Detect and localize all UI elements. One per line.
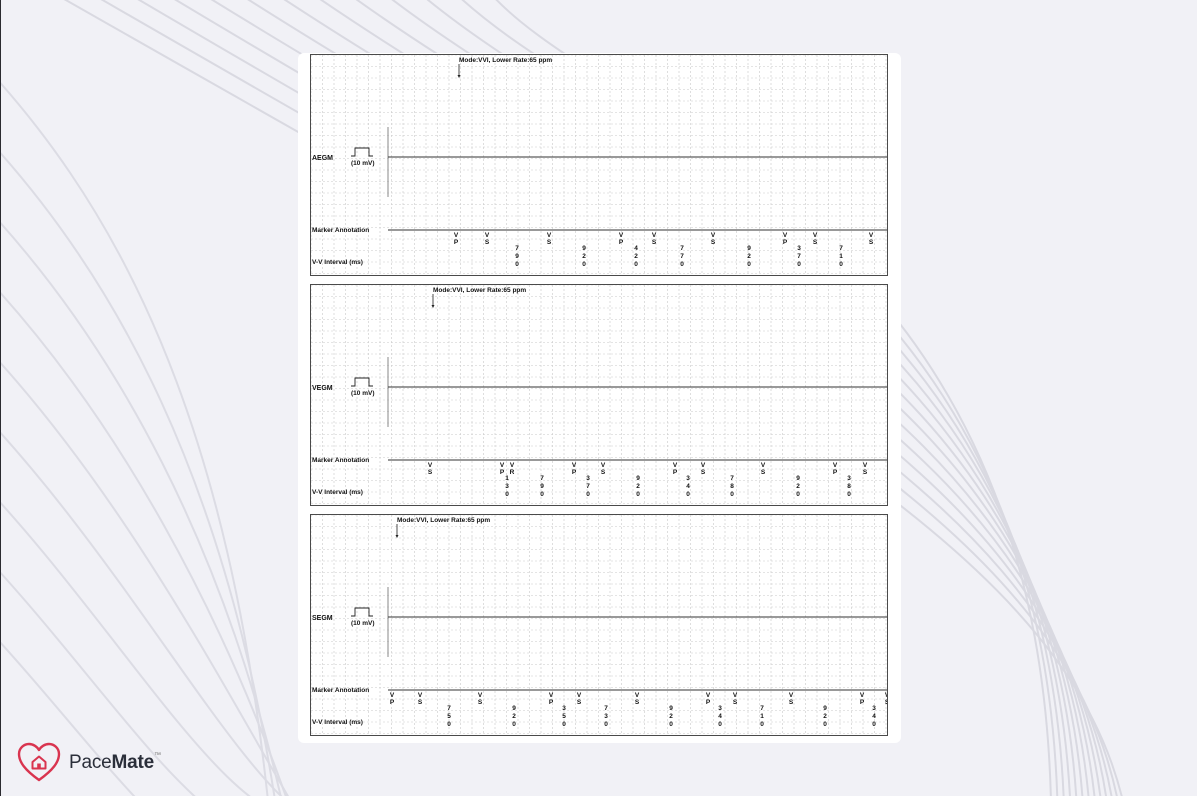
interval-digit: 4 [686,483,690,490]
marker-char: S [812,239,818,246]
interval-digit: 0 [540,491,544,498]
vv-interval-value [730,475,734,498]
marker-char: S [417,699,423,706]
marker-char: S [710,239,716,246]
marker-annotation [706,692,711,706]
interval-digit: 0 [760,721,764,728]
contour-line [0,40,270,796]
marker-annotation [652,232,657,246]
interval-digit: 8 [847,483,851,490]
marker-char: S [868,239,874,246]
marker-title: Marker Annotation [312,227,370,234]
interval-digit: 9 [823,705,827,712]
interval-digit: 2 [582,253,586,260]
interval-title: V-V Interval (ms) [312,489,363,496]
vv-interval-value [747,245,751,268]
strip-svg [311,285,888,506]
vv-interval-value [586,475,590,498]
interval-digit: 0 [686,491,690,498]
ecg-grid [311,55,888,276]
interval-digit: 0 [669,721,673,728]
interval-digit: 7 [515,245,519,252]
marker-char: V [509,462,515,469]
interval-digit: 0 [604,721,608,728]
scale-label: (10 mV) [351,390,375,397]
interval-digit: 0 [823,721,827,728]
marker-char: V [499,462,505,469]
interval-digit: 3 [872,705,876,712]
marker-annotation [711,232,716,246]
pacemate-logo [16,741,161,785]
interval-digit: 0 [515,261,519,268]
marker-annotation [500,462,505,476]
marker-annotation [869,232,874,246]
marker-char: V [576,692,582,699]
marker-char: V [618,232,624,239]
marker-char: R [509,469,515,476]
marker-char: V [884,692,889,699]
marker-char: S [700,469,706,476]
window-edge [0,0,1,796]
vv-interval-value [512,705,516,728]
interval-digit: 0 [636,491,640,498]
interval-digit: 0 [680,261,684,268]
interval-digit: 9 [512,705,516,712]
mode-label: Mode:VVI, Lower Rate:65 ppm [397,517,491,524]
interval-digit: 9 [747,245,751,252]
marker-char: S [546,239,552,246]
marker-char: P [499,469,505,476]
interval-digit: 2 [634,253,638,260]
egm-strip-aegm [310,54,888,276]
marker-char: S [760,469,766,476]
marker-char: P [389,699,395,706]
egm-strip-segm [310,514,888,736]
interval-digit: 1 [839,253,843,260]
interval-digit: 0 [586,491,590,498]
marker-char: V [782,232,788,239]
marker-annotation [860,692,865,706]
interval-digit: 0 [582,261,586,268]
marker-char: V [832,462,838,469]
mode-label: Mode:VVI, Lower Rate:65 ppm [459,57,553,64]
interval-title: V-V Interval (ms) [312,259,363,266]
vv-interval-value [515,245,519,268]
marker-char: V [389,692,395,699]
contour-line [0,250,294,796]
marker-char: V [700,462,706,469]
interval-digit: 3 [718,705,722,712]
calibration-pulse [351,378,373,386]
marker-char: V [710,232,716,239]
interval-digit: 2 [747,253,751,260]
marker-annotation [549,692,554,706]
vv-interval-value [582,245,586,268]
marker-char: V [859,692,865,699]
interval-digit: 0 [505,491,509,498]
brand-name: PaceMate™ [69,752,161,773]
interval-title: V-V Interval (ms) [312,719,363,726]
interval-digit: 1 [505,475,509,482]
interval-digit: 0 [718,721,722,728]
interval-digit: 0 [634,261,638,268]
marker-char: V [651,232,657,239]
interval-digit: 7 [680,245,684,252]
contour-line [0,320,302,796]
ecg-grid [311,515,888,736]
interval-digit: 0 [872,721,876,728]
marker-char: V [732,692,738,699]
marker-char: V [600,462,606,469]
interval-digit: 0 [796,491,800,498]
marker-title: Marker Annotation [312,457,370,464]
vv-interval-value [669,705,673,728]
vv-interval-value [680,245,684,268]
vv-interval-value [718,705,722,728]
vv-interval-value [847,475,851,498]
contour-line [0,110,278,796]
marker-annotation [428,462,433,476]
vv-interval-value [562,705,566,728]
marker-char: V [672,462,678,469]
marker-char: S [484,239,490,246]
vv-interval-value [634,245,638,268]
marker-char: V [788,692,794,699]
marker-char: S [884,699,889,706]
marker-char: P [453,239,459,246]
marker-char: V [548,692,554,699]
marker-char: V [862,462,868,469]
marker-char: V [427,462,433,469]
interval-digit: 0 [447,721,451,728]
interval-digit: 0 [839,261,843,268]
calibration-pulse [351,608,373,616]
marker-annotation [390,692,395,706]
interval-digit: 7 [447,705,451,712]
marker-char: V [417,692,423,699]
interval-digit: 9 [669,705,673,712]
interval-digit: 1 [760,713,764,720]
interval-digit: 7 [540,475,544,482]
marker-annotation [733,692,738,706]
vv-interval-value [540,475,544,498]
interval-digit: 9 [515,253,519,260]
marker-annotation [885,692,888,706]
marker-char: S [732,699,738,706]
interval-digit: 3 [797,245,801,252]
interval-digit: 3 [686,475,690,482]
marker-char: P [832,469,838,476]
marker-char: S [477,699,483,706]
marker-char: V [571,462,577,469]
mode-arrow-head [396,535,399,538]
interval-digit: 2 [636,483,640,490]
marker-annotation [761,462,766,476]
interval-digit: 5 [562,713,566,720]
heart-home-icon [16,741,62,785]
marker-annotation [601,462,606,476]
marker-char: S [576,699,582,706]
vv-interval-value [823,705,827,728]
interval-digit: 2 [512,713,516,720]
marker-char: P [859,699,865,706]
scale-label: (10 mV) [351,160,375,167]
marker-annotation [454,232,459,246]
interval-digit: 7 [604,705,608,712]
channel-label: AEGM [312,155,333,162]
marker-char: P [571,469,577,476]
interval-digit: 2 [823,713,827,720]
marker-annotation [547,232,552,246]
mode-arrow-head [432,305,435,308]
interval-digit: 7 [680,253,684,260]
interval-digit: 3 [847,475,851,482]
marker-annotation [478,692,483,706]
marker-char: P [618,239,624,246]
marker-char: S [634,699,640,706]
vv-interval-value [604,705,608,728]
vv-interval-value [505,475,509,498]
marker-char: V [868,232,874,239]
interval-digit: 0 [512,721,516,728]
interval-digit: 5 [447,713,451,720]
ecg-grid [311,285,888,506]
channel-label: SEGM [312,615,333,622]
marker-char: S [600,469,606,476]
vv-interval-value [760,705,764,728]
vv-interval-value [797,245,801,268]
interval-digit: 7 [586,483,590,490]
channel-label: VEGM [312,385,333,392]
interval-digit: 9 [540,483,544,490]
marker-annotation [577,692,582,706]
interval-digit: 4 [872,713,876,720]
interval-digit: 7 [839,245,843,252]
interval-digit: 0 [847,491,851,498]
interval-digit: 0 [562,721,566,728]
marker-char: S [788,699,794,706]
marker-annotation [635,692,640,706]
vv-interval-value [796,475,800,498]
marker-char: P [782,239,788,246]
egm-strip-vegm [310,284,888,506]
calibration-pulse [351,148,373,156]
marker-char: P [548,699,554,706]
vv-interval-value [686,475,690,498]
marker-annotation [418,692,423,706]
interval-digit: 3 [586,475,590,482]
mode-arrow-head [458,75,461,78]
interval-digit: 0 [730,491,734,498]
marker-annotation [789,692,794,706]
interval-digit: 3 [505,483,509,490]
marker-char: P [672,469,678,476]
interval-digit: 4 [718,713,722,720]
marker-char: S [427,469,433,476]
marker-char: V [453,232,459,239]
interval-digit: 7 [797,253,801,260]
interval-digit: 0 [747,261,751,268]
interval-digit: 9 [582,245,586,252]
marker-annotation [701,462,706,476]
interval-digit: 8 [730,483,734,490]
interval-digit: 0 [797,261,801,268]
marker-title: Marker Annotation [312,687,370,694]
interval-digit: 7 [760,705,764,712]
marker-annotation [863,462,868,476]
strip-svg [311,515,888,736]
interval-digit: 9 [796,475,800,482]
marker-char: V [546,232,552,239]
marker-char: V [812,232,818,239]
marker-annotation [510,462,515,476]
interval-digit: 3 [604,713,608,720]
marker-char: P [705,699,711,706]
marker-char: V [705,692,711,699]
egm-report-card [298,53,901,743]
marker-char: S [862,469,868,476]
strip-svg [311,55,888,276]
marker-char: V [634,692,640,699]
marker-char: V [477,692,483,699]
interval-digit: 7 [730,475,734,482]
vv-interval-value [636,475,640,498]
marker-annotation [833,462,838,476]
interval-digit: 2 [669,713,673,720]
interval-digit: 2 [796,483,800,490]
marker-char: S [651,239,657,246]
vv-interval-value [872,705,876,728]
interval-digit: 3 [562,705,566,712]
marker-annotation [673,462,678,476]
interval-digit: 9 [636,475,640,482]
marker-annotation [619,232,624,246]
mode-label: Mode:VVI, Lower Rate:65 ppm [433,287,527,294]
marker-annotation [783,232,788,246]
scale-label: (10 mV) [351,620,375,627]
vv-interval-value [447,705,451,728]
marker-annotation [485,232,490,246]
vv-interval-value [839,245,843,268]
marker-annotation [813,232,818,246]
marker-annotation [572,462,577,476]
marker-char: V [484,232,490,239]
marker-char: V [760,462,766,469]
interval-digit: 4 [634,245,638,252]
